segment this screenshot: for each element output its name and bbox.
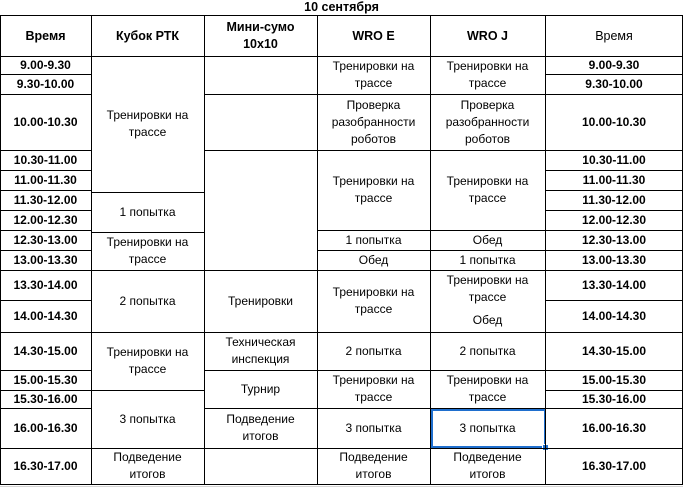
- time-cell-right[interactable]: 12.00-12.30: [581, 212, 647, 227]
- wro-e-training-3[interactable]: Тренировки на трассе: [332, 285, 415, 316]
- wro-j-attempt-2[interactable]: 2 попытка: [459, 343, 516, 358]
- grid-line: [204, 332, 317, 333]
- grid-line: [204, 16, 205, 485]
- grid-line: [545, 332, 683, 333]
- grid-line: [430, 94, 545, 95]
- grid-line: [0, 484, 683, 485]
- grid-line: [430, 370, 545, 371]
- time-cell-right[interactable]: 16.00-16.30: [581, 420, 647, 435]
- grid-line: [545, 250, 683, 251]
- grid-line: [0, 250, 91, 251]
- header-cup-rtk[interactable]: Кубок РТК: [115, 28, 180, 43]
- grid-line: [0, 270, 91, 271]
- grid-line: [545, 270, 683, 271]
- grid-line: [0, 390, 91, 391]
- grid-line: [204, 448, 317, 449]
- time-cell-right[interactable]: 16.30-17.00: [581, 458, 647, 473]
- grid-line: [0, 170, 91, 171]
- grid-line: [317, 94, 430, 95]
- grid-line: [0, 370, 91, 371]
- sumo-summary[interactable]: Подведение итогов: [226, 412, 295, 443]
- wro-j-attempt-3[interactable]: 3 попытка: [459, 420, 516, 435]
- grid-line: [91, 332, 204, 333]
- grid-line: [545, 210, 683, 211]
- time-cell-left[interactable]: 15.00-15.30: [13, 372, 78, 387]
- time-cell-left[interactable]: 13.00-13.30: [13, 252, 78, 267]
- header-wro-j[interactable]: WRO J: [467, 28, 508, 43]
- grid-line: [0, 150, 91, 151]
- wro-j-check[interactable]: Проверка разобранности роботов: [445, 97, 530, 146]
- grid-line: [0, 210, 91, 211]
- time-cell-right[interactable]: 9.30-10.00: [585, 76, 643, 91]
- wro-e-lunch[interactable]: Обед: [358, 252, 389, 267]
- wro-e-training-2[interactable]: Тренировки на трассе: [332, 174, 415, 205]
- time-cell-left[interactable]: 12.00-12.30: [13, 212, 78, 227]
- grid-line: [317, 370, 430, 371]
- grid-line: [317, 448, 430, 449]
- grid-line: [317, 230, 430, 231]
- time-cell-right[interactable]: 13.30-14.00: [581, 277, 647, 292]
- wro-j-training-3[interactable]: Тренировки на трассе: [446, 273, 529, 304]
- grid-line: [545, 448, 683, 449]
- grid-line: [204, 94, 317, 95]
- grid-line: [317, 408, 430, 409]
- grid-line: [0, 56, 683, 57]
- header-wro-e[interactable]: WRO E: [352, 28, 395, 43]
- grid-line: [204, 270, 317, 271]
- wro-e-training-1[interactable]: Тренировки на трассе: [332, 59, 415, 90]
- grid-line: [545, 170, 683, 171]
- grid-line: [545, 300, 683, 301]
- grid-line: [430, 332, 545, 333]
- grid-line: [430, 270, 545, 271]
- grid-line: [204, 408, 317, 409]
- time-cell-right[interactable]: 12.30-13.00: [581, 232, 647, 247]
- sumo-tournament[interactable]: Турнир: [240, 381, 281, 396]
- time-cell-left[interactable]: 11.30-12.00: [13, 192, 78, 207]
- grid-line: [545, 408, 683, 409]
- grid-line: [430, 408, 545, 409]
- wro-j-training-1[interactable]: Тренировки на трассе: [446, 59, 529, 90]
- grid-line: [430, 230, 545, 231]
- header-time-right[interactable]: Время: [595, 28, 633, 43]
- cup-training-2[interactable]: Тренировки на трассе: [106, 235, 189, 266]
- wro-e-check[interactable]: Проверка разобранности роботов: [331, 97, 416, 146]
- grid-line: [317, 332, 430, 333]
- wro-j-attempt-1[interactable]: 1 попытка: [459, 252, 516, 267]
- grid-line: [317, 250, 430, 251]
- grid-line: [545, 150, 683, 151]
- wro-e-attempt-2[interactable]: 2 попытка: [345, 343, 402, 358]
- grid-line: [430, 150, 545, 151]
- time-cell-left[interactable]: 16.30-17.00: [13, 458, 78, 473]
- grid-line: [0, 332, 91, 333]
- grid-line: [0, 190, 91, 191]
- time-cell-right[interactable]: 11.00-11.30: [582, 172, 646, 187]
- time-cell-right[interactable]: 14.00-14.30: [581, 308, 647, 323]
- grid-line: [91, 16, 92, 485]
- time-cell-left[interactable]: 14.30-15.00: [13, 343, 78, 358]
- time-cell-right[interactable]: 10.00-10.30: [581, 114, 647, 129]
- wro-e-summary[interactable]: Подведение итогов: [339, 450, 408, 481]
- time-cell-left[interactable]: 14.00-14.30: [13, 308, 78, 323]
- wro-j-lunch-1[interactable]: Обед: [472, 232, 503, 247]
- cup-training-3[interactable]: Тренировки на трассе: [106, 345, 189, 376]
- time-cell-left[interactable]: 11.00-11.30: [14, 172, 77, 187]
- grid-line: [0, 486, 683, 487]
- grid-line: [430, 250, 545, 251]
- grid-line: [545, 230, 683, 231]
- grid-line: [545, 370, 683, 371]
- time-cell-left[interactable]: 12.30-13.00: [13, 232, 78, 247]
- time-cell-left[interactable]: 15.30-16.00: [13, 391, 78, 406]
- sumo-inspection[interactable]: Техническая инспекция: [225, 335, 296, 366]
- time-cell-left[interactable]: 10.30-11.00: [13, 152, 78, 167]
- grid-line: [317, 270, 430, 271]
- grid-line: [545, 190, 683, 191]
- cup-attempt-1[interactable]: 1 попытка: [119, 204, 176, 219]
- grid-line: [91, 192, 204, 193]
- wro-e-training-4[interactable]: Тренировки на трассе: [332, 373, 415, 404]
- grid-line: [0, 94, 91, 95]
- grid-line: [0, 15, 683, 16]
- grid-line: [0, 448, 91, 449]
- grid-line: [0, 300, 91, 301]
- time-cell-right[interactable]: 10.30-11.00: [582, 152, 646, 167]
- grid-line: [91, 270, 204, 271]
- cup-attempt-2[interactable]: 2 попытка: [119, 293, 176, 308]
- cup-training-1[interactable]: Тренировки на трассе: [106, 108, 189, 139]
- header-time-left[interactable]: Время: [25, 28, 66, 43]
- time-cell-left[interactable]: 13.30-14.00: [13, 277, 78, 292]
- wro-e-attempt-1[interactable]: 1 попытка: [345, 232, 402, 247]
- wro-j-training-2[interactable]: Тренировки на трассе: [446, 174, 529, 205]
- grid-line: [91, 390, 204, 391]
- wro-e-attempt-3[interactable]: 3 попытка: [345, 420, 402, 435]
- time-cell-right[interactable]: 14.30-15.00: [581, 343, 647, 358]
- grid-line: [0, 74, 91, 75]
- active-cell-selection: [431, 409, 546, 448]
- time-cell-left[interactable]: 9.30-10.00: [16, 76, 75, 91]
- grid-line: [430, 448, 545, 449]
- cup-attempt-3[interactable]: 3 попытка: [119, 411, 176, 426]
- time-cell-right[interactable]: 15.00-15.30: [581, 372, 647, 387]
- wro-j-lunch-2[interactable]: Обед: [472, 312, 503, 327]
- grid-line: [545, 94, 683, 95]
- grid-line: [545, 390, 683, 391]
- grid-line: [204, 150, 317, 151]
- grid-line: [91, 232, 204, 233]
- schedule-title[interactable]: 10 сентября: [304, 0, 379, 14]
- wro-j-training-4[interactable]: Тренировки на трассе: [446, 373, 529, 404]
- time-cell-left[interactable]: 10.00-10.30: [13, 114, 78, 129]
- time-cell-right[interactable]: 9.00-9.30: [588, 57, 640, 72]
- time-cell-left[interactable]: 16.00-16.30: [13, 420, 78, 435]
- grid-line: [0, 408, 91, 409]
- grid-line: [204, 370, 317, 371]
- header-mini-sumo[interactable]: Мини-сумо 10x10: [226, 20, 295, 51]
- time-cell-right[interactable]: 13.00-13.30: [581, 252, 647, 267]
- grid-line: [317, 150, 430, 151]
- time-cell-right[interactable]: 15.30-16.00: [581, 391, 647, 406]
- cup-summary[interactable]: Подведение итогов: [113, 450, 182, 481]
- wro-j-summary[interactable]: Подведение итогов: [453, 450, 522, 481]
- grid-line: [545, 74, 683, 75]
- grid-line: [91, 448, 204, 449]
- time-cell-right[interactable]: 11.30-12.00: [582, 192, 646, 207]
- grid-line: [0, 230, 91, 231]
- time-cell-left[interactable]: 9.00-9.30: [20, 57, 71, 72]
- sumo-training[interactable]: Тренировки: [227, 293, 293, 308]
